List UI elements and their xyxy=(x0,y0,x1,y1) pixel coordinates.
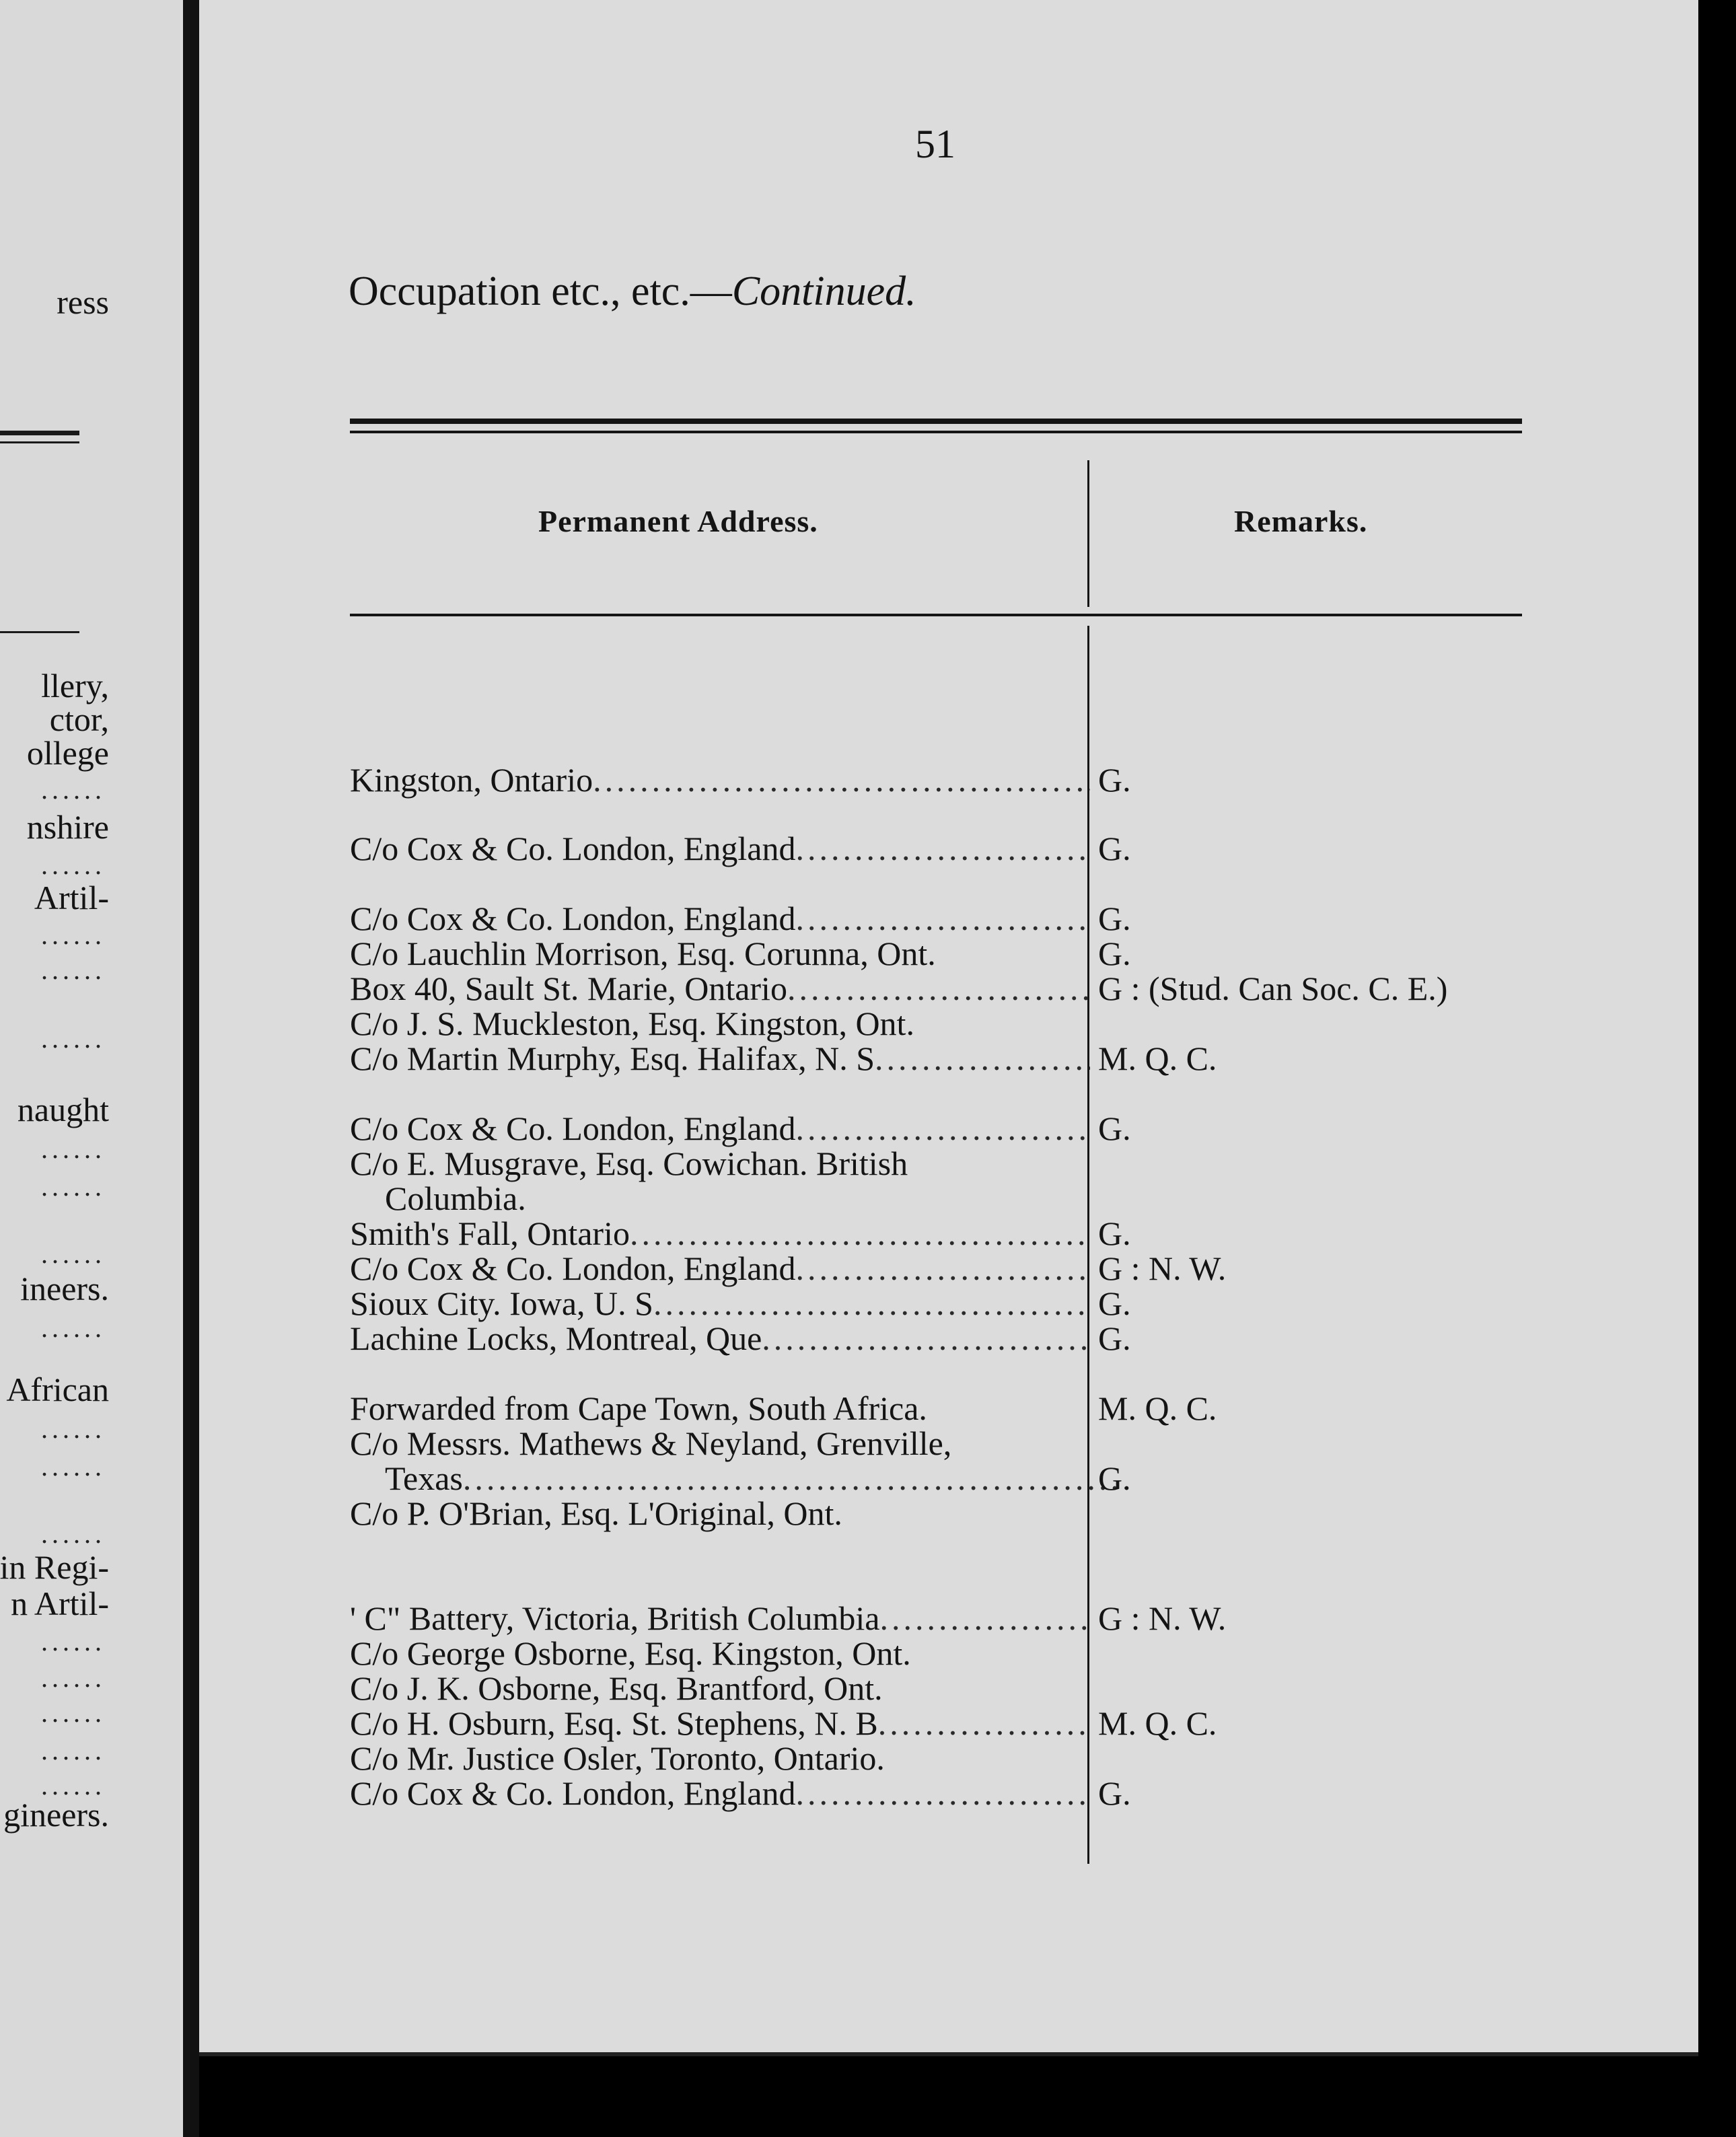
address-text: C/o J. K. Osborne, Esq. Brantford, Ont. xyxy=(350,1669,883,1707)
address-text: C/o Lauchlin Morrison, Esq. Corunna, Ont. xyxy=(350,935,936,972)
address-text: C/o H. Osburn, Esq. St. Stephens, N. B xyxy=(350,1704,878,1742)
remark-text: G. xyxy=(1098,1319,1131,1357)
left-fragment-text: nshire xyxy=(26,808,109,846)
address-text: ' C" Battery, Victoria, British Columbia xyxy=(350,1599,880,1637)
dot-leader xyxy=(593,762,1090,798)
header-rule xyxy=(350,614,1522,616)
left-fragment-text: gineers. xyxy=(3,1796,109,1834)
heavy-rule xyxy=(350,419,1522,424)
address-text: Forwarded from Cape Town, South Africa. xyxy=(350,1389,927,1427)
remark-text: G. xyxy=(1098,1215,1131,1252)
address-row xyxy=(350,762,1090,798)
dot-leader xyxy=(796,1250,1091,1287)
address-text: C/o Mr. Justice Osler, Toronto, Ontario. xyxy=(350,1739,885,1777)
address-row xyxy=(350,830,1090,867)
remark-text: G. xyxy=(1098,900,1131,937)
address-text: C/o Martin Murphy, Esq. Halifax, N. S xyxy=(350,1040,875,1077)
address-text: C/o Cox & Co. London, England xyxy=(350,830,796,867)
dot-leader xyxy=(796,1110,1091,1147)
address-text: Box 40, Sault St. Marie, Ontario xyxy=(350,970,787,1007)
left-fragment-text: ctor, xyxy=(49,700,109,738)
address-row xyxy=(350,1040,1090,1077)
left-dot-leader: ...... xyxy=(41,774,106,805)
column-header-address: Permanent Address. xyxy=(538,504,818,538)
page-edge xyxy=(1698,0,1736,2137)
dot-leader xyxy=(796,900,1091,937)
left-dot-leader: ...... xyxy=(41,1519,106,1549)
remark-text: G. xyxy=(1098,761,1131,799)
address-text: C/o P. O'Brian, Esq. L'Original, Ont. xyxy=(350,1494,842,1532)
address-row xyxy=(350,1250,1090,1287)
address-row xyxy=(350,1320,1090,1356)
address-text: Texas xyxy=(385,1459,463,1497)
address-text: C/o E. Musgrave, Esq. Cowichan. British xyxy=(350,1145,908,1182)
address-row xyxy=(350,1390,1090,1426)
address-text: Columbia. xyxy=(385,1180,526,1217)
column-divider xyxy=(1087,460,1089,607)
left-dot-leader: ...... xyxy=(41,1626,106,1657)
running-head-italic: Continued. xyxy=(731,268,916,314)
dot-leader xyxy=(879,1600,1090,1636)
left-rule xyxy=(0,431,79,435)
dot-leader xyxy=(787,970,1090,1007)
remark-text: G : (Stud. Can Soc. C. E.) xyxy=(1098,970,1448,1007)
left-dot-leader: ...... xyxy=(41,1414,106,1444)
remark-text: G. xyxy=(1098,1774,1131,1812)
address-row xyxy=(350,1495,1090,1531)
remark-text: M. Q. C. xyxy=(1098,1040,1217,1077)
address-text: C/o Cox & Co. London, England xyxy=(350,1774,796,1812)
left-dot-leader: ...... xyxy=(41,955,106,985)
dot-leader xyxy=(878,1705,1090,1741)
address-text: C/o Cox & Co. London, England xyxy=(350,900,796,937)
address-row xyxy=(350,1460,1125,1496)
left-dot-leader: ...... xyxy=(41,850,106,880)
dot-leader xyxy=(796,1775,1091,1811)
dot-leader xyxy=(653,1285,1090,1321)
dot-leader xyxy=(762,1320,1090,1356)
left-dot-leader: ...... xyxy=(41,1663,106,1693)
left-dot-leader: ...... xyxy=(41,1171,106,1202)
left-dot-leader: ...... xyxy=(41,1313,106,1343)
left-dot-leader: ...... xyxy=(41,1735,106,1766)
book-gutter xyxy=(183,0,199,2137)
address-row xyxy=(350,1705,1090,1741)
remark-text: G. xyxy=(1098,1459,1131,1497)
page-number: 51 xyxy=(915,122,955,166)
address-text: Sioux City. Iowa, U. S xyxy=(350,1284,653,1322)
left-fragment-text: naught xyxy=(17,1091,109,1128)
address-row xyxy=(350,970,1090,1007)
address-row xyxy=(350,935,1090,972)
address-text: Smith's Fall, Ontario xyxy=(350,1215,630,1252)
dot-leader xyxy=(875,1040,1090,1077)
left-dot-leader: ...... xyxy=(41,1770,106,1801)
address-row xyxy=(350,1775,1090,1811)
remark-text: G. xyxy=(1098,1284,1131,1322)
dot-leader xyxy=(796,830,1091,867)
address-text: C/o Cox & Co. London, England xyxy=(350,1249,796,1287)
left-dot-leader: ...... xyxy=(41,920,106,950)
left-fragment-text: llery, xyxy=(41,667,109,704)
address-row xyxy=(350,1740,1090,1776)
left-fragment-text: in Regi- xyxy=(0,1548,109,1586)
address-text: C/o George Osborne, Esq. Kingston, Ont. xyxy=(350,1634,911,1672)
heavy-rule xyxy=(350,431,1522,433)
left-rule xyxy=(0,441,79,443)
address-row xyxy=(350,1600,1090,1636)
address-row xyxy=(350,1285,1090,1321)
dot-leader xyxy=(630,1215,1090,1252)
address-row xyxy=(350,1670,1090,1706)
address-text: C/o Messrs. Mathews & Neyland, Grenville, xyxy=(350,1424,952,1462)
left-dot-leader: ...... xyxy=(41,1451,106,1482)
address-row xyxy=(350,1005,1090,1042)
address-row xyxy=(350,1635,1090,1671)
left-rule xyxy=(0,631,79,633)
left-dot-leader: ...... xyxy=(41,1239,106,1269)
running-head xyxy=(349,268,916,316)
address-row xyxy=(350,1180,1125,1217)
remark-text: G. xyxy=(1098,830,1131,867)
left-page-fragment xyxy=(0,0,183,2137)
address-text: C/o J. S. Muckleston, Esq. Kingston, Ont. xyxy=(350,1005,914,1042)
dot-leader xyxy=(463,1460,1125,1496)
remark-text: M. Q. C. xyxy=(1098,1704,1217,1742)
address-row xyxy=(350,1215,1090,1252)
address-row xyxy=(350,1145,1090,1182)
address-row xyxy=(350,1425,1090,1461)
left-dot-leader: ...... xyxy=(41,1023,106,1054)
left-dot-leader: ...... xyxy=(41,1134,106,1164)
left-fragment-text: African xyxy=(6,1371,109,1408)
running-head-text: Occupation etc., etc.— xyxy=(349,268,732,314)
address-text: Lachine Locks, Montreal, Que xyxy=(350,1319,762,1357)
remark-text: G. xyxy=(1098,1110,1131,1147)
address-row xyxy=(350,1110,1090,1147)
remark-text: G : N. W. xyxy=(1098,1599,1227,1637)
left-fragment-text: ress xyxy=(57,283,109,321)
address-row xyxy=(350,900,1090,937)
left-fragment-text: Artil- xyxy=(34,879,109,916)
left-fragment-text: ineers. xyxy=(20,1270,109,1307)
remark-text: G : N. W. xyxy=(1098,1249,1227,1287)
column-header-remarks: Remarks. xyxy=(1234,504,1368,538)
left-fragment-text: n Artil- xyxy=(11,1585,109,1622)
remark-text: G. xyxy=(1098,935,1131,972)
left-fragment-text: ollege xyxy=(26,734,109,772)
address-text: C/o Cox & Co. London, England xyxy=(350,1110,796,1147)
address-text: Kingston, Ontario xyxy=(350,761,593,799)
left-dot-leader: ...... xyxy=(41,1698,106,1728)
remark-text: M. Q. C. xyxy=(1098,1389,1217,1427)
